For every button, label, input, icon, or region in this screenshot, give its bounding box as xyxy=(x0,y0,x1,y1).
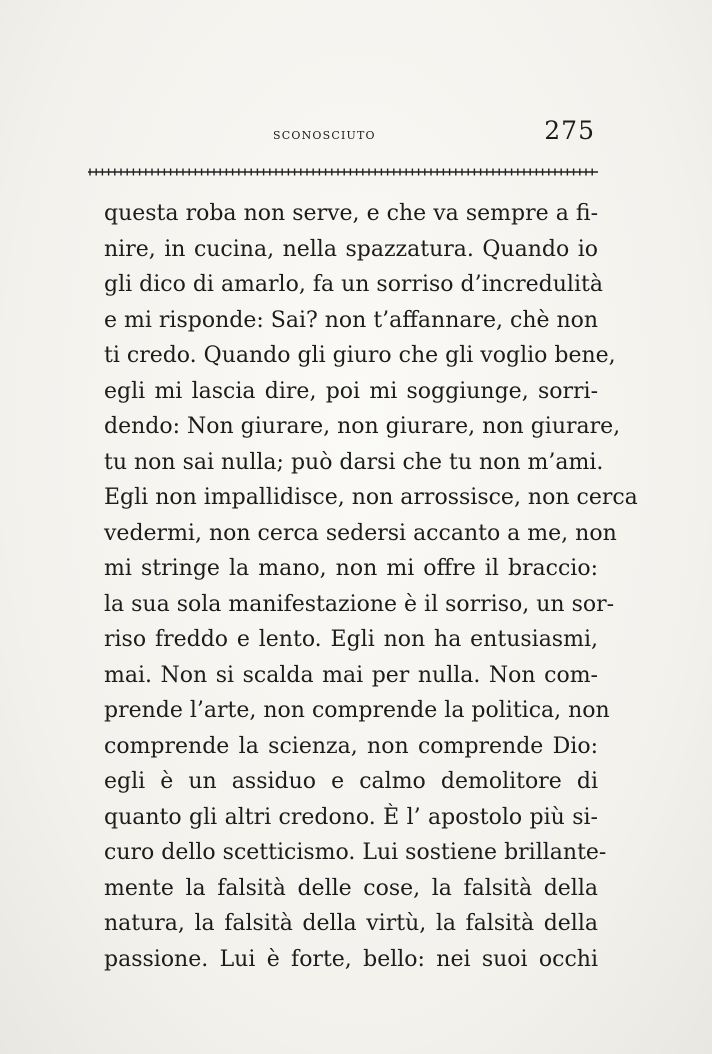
text-line: curo dello scetticismo. Lui sostiene brillante- xyxy=(104,840,607,865)
page-number: 275 xyxy=(544,116,595,145)
text-line: mai. Non si scalda mai per nulla. Non com- xyxy=(104,662,598,688)
text-line: la sua sola manifestazione è il sorriso, un sor- xyxy=(104,591,615,617)
text-line: dendo: Non giurare, non giurare, non giurare, xyxy=(104,414,621,439)
text-line: mi stringe la mano, non mi offre il braccio: xyxy=(104,556,598,581)
text-line: natura, la falsità della virtù, la falsità della xyxy=(104,911,598,936)
ornamental-rule xyxy=(88,167,598,177)
text-line: quanto gli altri credono. È l’ apostolo più si- xyxy=(104,804,598,830)
text-line: comprende la scienza, non comprende Dio: xyxy=(104,733,598,759)
text-line: passione. Lui è forte, bello: nei suoi occhi xyxy=(104,946,598,972)
text-line: prende l’arte, non comprende la politica, non xyxy=(104,698,610,723)
text-line: Egli non impallidisce, non arrossisce, non cerca xyxy=(104,485,638,510)
text-line: riso freddo e lento. Egli non ha entusiasmi, xyxy=(104,627,598,652)
text-line: egli mi lascia dire, poi mi soggiunge, sorri- xyxy=(104,378,598,404)
text-line: mente la falsità delle cose, la falsità della xyxy=(104,875,598,901)
page-header xyxy=(105,112,595,152)
running-title: sconosciuto xyxy=(273,124,376,143)
text-line: gli dico di amarlo, fa un sorriso d’incredulità xyxy=(104,272,603,297)
text-line: vedermi, non cerca sedersi accanto a me, non xyxy=(104,520,617,546)
text-line: ti credo. Quando gli giuro che gli voglio bene, xyxy=(104,343,616,368)
body-text xyxy=(104,196,638,977)
text-line: nire, in cucina, nella spazzatura. Quando io xyxy=(104,236,598,262)
text-line: tu non sai nulla; può darsi che tu non m’ami. xyxy=(104,449,604,475)
text-line: questa roba non serve, e che va sempre a fi- xyxy=(104,201,598,226)
text-line: egli è un assiduo e calmo demolitore di xyxy=(104,769,598,794)
text-line: e mi risponde: Sai? non t’affannare, chè non xyxy=(104,307,599,333)
